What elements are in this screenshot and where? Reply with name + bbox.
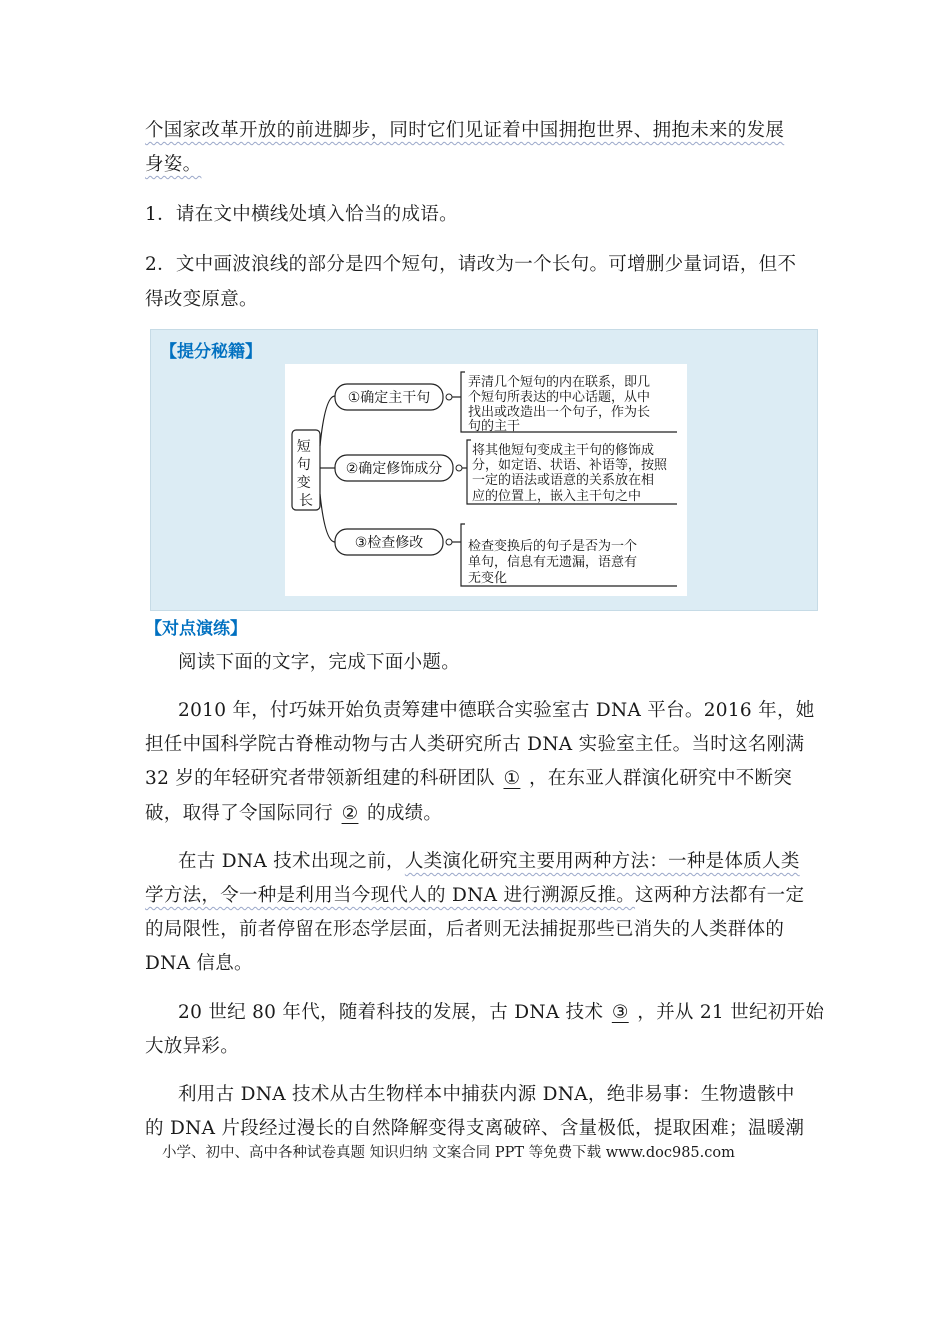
p1-line-4-a: 破，取得了令国际同行 [145, 803, 334, 824]
intro-line-2: 身姿。 [145, 154, 202, 175]
question-1: 1．请在文中横线处填入恰当的成语。 [145, 204, 458, 225]
practice-instruction: 阅读下面的文字，完成下面小题。 [178, 652, 461, 673]
p2-line-1 [178, 847, 800, 873]
p2-line-4: DNA 信息。 [145, 953, 253, 974]
p1-line-4-b: 的成绩。 [367, 803, 443, 824]
p1-line-3-a: 32 岁的年轻研究者带领新组建的科研团队 [145, 768, 495, 789]
p2-line-2-a: 学方法，令一种是利用当今现代人的 DNA 进行溯源反推。 [145, 885, 636, 906]
p2-line-1-a: 在古 DNA 技术出现之前， [178, 851, 405, 872]
p1-line-2: 担任中国科学院古脊椎动物与古人类研究所古 DNA 实验室主任。当时这名刚满 [145, 734, 805, 755]
root-char-1: 短 [296, 439, 311, 455]
blank-3: ③ [611, 1002, 629, 1023]
p4-line-1: 利用古 DNA 技术从古生物样本中捕获内源 DNA，绝非易事：生物遗骸中 [178, 1084, 795, 1105]
p2-line-2 [145, 881, 804, 907]
step-1-desc: 弄清几个短句的内在联系，即几 个短句所表达的中心话题，从中 找出或改造出一个句子，作为长 句的主干 [468, 375, 651, 434]
step-2-label: ②确定修饰成分 [345, 461, 443, 477]
p3-line-2: 大放异彩。 [145, 1036, 240, 1057]
question-2-line-2: 得改变原意。 [145, 289, 258, 310]
root-char-4: 长 [299, 493, 313, 509]
p1-line-1: 2010 年，付巧妹开始负责筹建中德联合实验室古 DNA 平台。2016 年，她 [178, 700, 815, 721]
page-footer: 小学、初中、高中各种试卷真题 知识归纳 文案合同 PPT 等免费下载 www.doc985.com [162, 1145, 735, 1161]
p4-line-2: 的 DNA 片段经过漫长的自然降解变得支离破碎、含量极低，提取困难；温暖潮 [145, 1118, 805, 1139]
question-2-line-1: 2．文中画波浪线的部分是四个短句，请改为一个长句。可增删少量词语，但不 [145, 254, 797, 275]
p1-line-3-b: ，在东亚人群演化研究中不断突 [528, 768, 793, 789]
tips-header: 【提分秘籍】 [160, 342, 262, 362]
practice-header: 【对点演练】 [145, 619, 247, 639]
p2-line-1-b: 人类演化研究主要用两种方法：一种是体质人类 [404, 851, 800, 872]
root-char-2: 句 [296, 457, 311, 473]
root-char-3: 变 [296, 475, 311, 491]
p1-line-3 [145, 764, 792, 790]
blank-2: ② [341, 803, 359, 824]
step-2-connector [456, 465, 462, 471]
step-3-label: ③检查修改 [354, 535, 424, 551]
mindmap-diagram [285, 364, 687, 596]
p3-line-1-a: 20 世纪 80 年代，随着科技的发展，古 DNA 技术 [178, 1002, 604, 1023]
step-1-connector [446, 394, 452, 400]
step-3-connector [446, 539, 452, 545]
p3-line-1-b: ，并从 21 世纪初开始 [637, 1002, 825, 1023]
p3-line-1 [178, 998, 824, 1024]
step-1-label: ①确定主干句 [347, 390, 431, 406]
mindmap-svg [285, 364, 687, 596]
p1-line-4 [145, 799, 442, 825]
step-2-desc: 将其他短句变成主干句的修饰成 分，如定语、状语、补语等，按照 一定的语法或语意的关系放在相 应的位置上，嵌入主干句之中 [472, 443, 668, 504]
step-3-desc: 检查变换后的句子是否为一个 单句，信息有无遗漏，语意有 无变化 [468, 539, 638, 586]
blank-1: ① [503, 768, 521, 789]
intro-line-1: 个国家改革开放的前进脚步，同时它们见证着中国拥抱世界、拥抱未来的发展 [145, 120, 785, 141]
p2-line-3: 的局限性，前者停留在形态学层面，后者则无法捕捉那些已消失的人类群体的 [145, 919, 785, 940]
p2-line-2-b: 这两种方法都有一定 [635, 885, 805, 906]
